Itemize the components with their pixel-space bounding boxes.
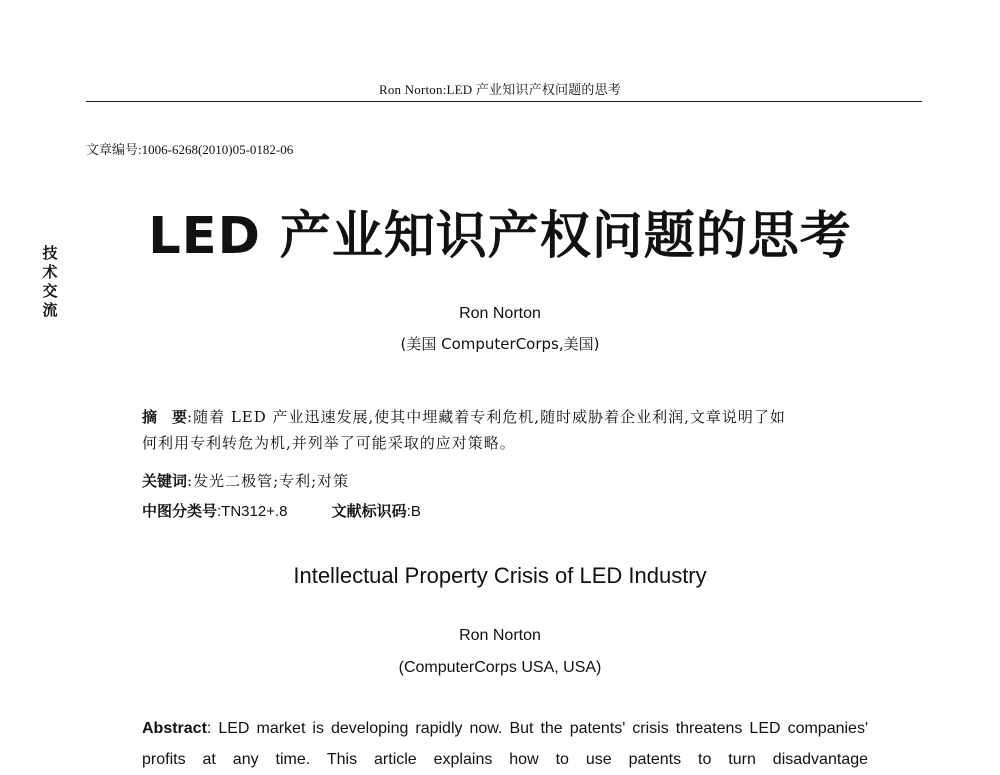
abstract-cn-label: 摘 要 xyxy=(142,408,188,426)
side-label-char: 技 xyxy=(42,244,58,262)
keywords-cn xyxy=(142,470,349,491)
keywords-cn-text: :发光二极管;专利;对策 xyxy=(187,472,350,490)
author-name-en: Ron Norton xyxy=(459,627,541,644)
doc-code-value: :B xyxy=(406,503,421,520)
abstract-cn-line2: 何利用专利转危为机,并列举了可能采取的应对策略。 xyxy=(142,434,516,452)
classification-value: :TN312+.8 xyxy=(217,503,288,520)
abstract-en-text: : LED market is developing rapidly now. But the patents' crisis threatens LED companies' profits at any time. This article explains how to use patents to turn disadvantage xyxy=(142,720,868,768)
page-title-cn: LED 产业知识产权问题的思考 xyxy=(148,207,852,266)
header-rule xyxy=(86,101,922,102)
classification-label: 中图分类号 xyxy=(142,502,218,520)
running-head: Ron Norton:LED 产业知识产权问题的思考 xyxy=(378,82,622,97)
article-number: 文章编号:1006-6268(2010)05-0182-06 xyxy=(86,142,294,157)
author-affiliation-en: (ComputerCorps USA, USA) xyxy=(398,659,602,676)
side-label-char: 流 xyxy=(42,301,58,319)
abstract-cn-line1: :随着 LED 产业迅速发展,使其中埋藏着专利危机,随时威胁着企业利润,文章说明了如 xyxy=(187,408,786,426)
author-affiliation-cn: (美国 ComputerCorps,美国) xyxy=(400,335,600,353)
abstract-cn xyxy=(142,404,882,456)
abstract-en xyxy=(142,713,868,775)
keywords-cn-label: 关键词 xyxy=(142,472,188,490)
abstract-en-label: Abstract xyxy=(142,720,207,737)
side-label-char: 术 xyxy=(42,263,58,281)
author-name-cn: Ron Norton xyxy=(459,305,541,322)
doc-code-label: 文献标识码 xyxy=(331,502,407,520)
side-label-char: 交 xyxy=(42,282,58,300)
classification-row xyxy=(142,500,421,521)
page-title-en: Intellectual Property Crisis of LED Industry xyxy=(293,563,707,588)
